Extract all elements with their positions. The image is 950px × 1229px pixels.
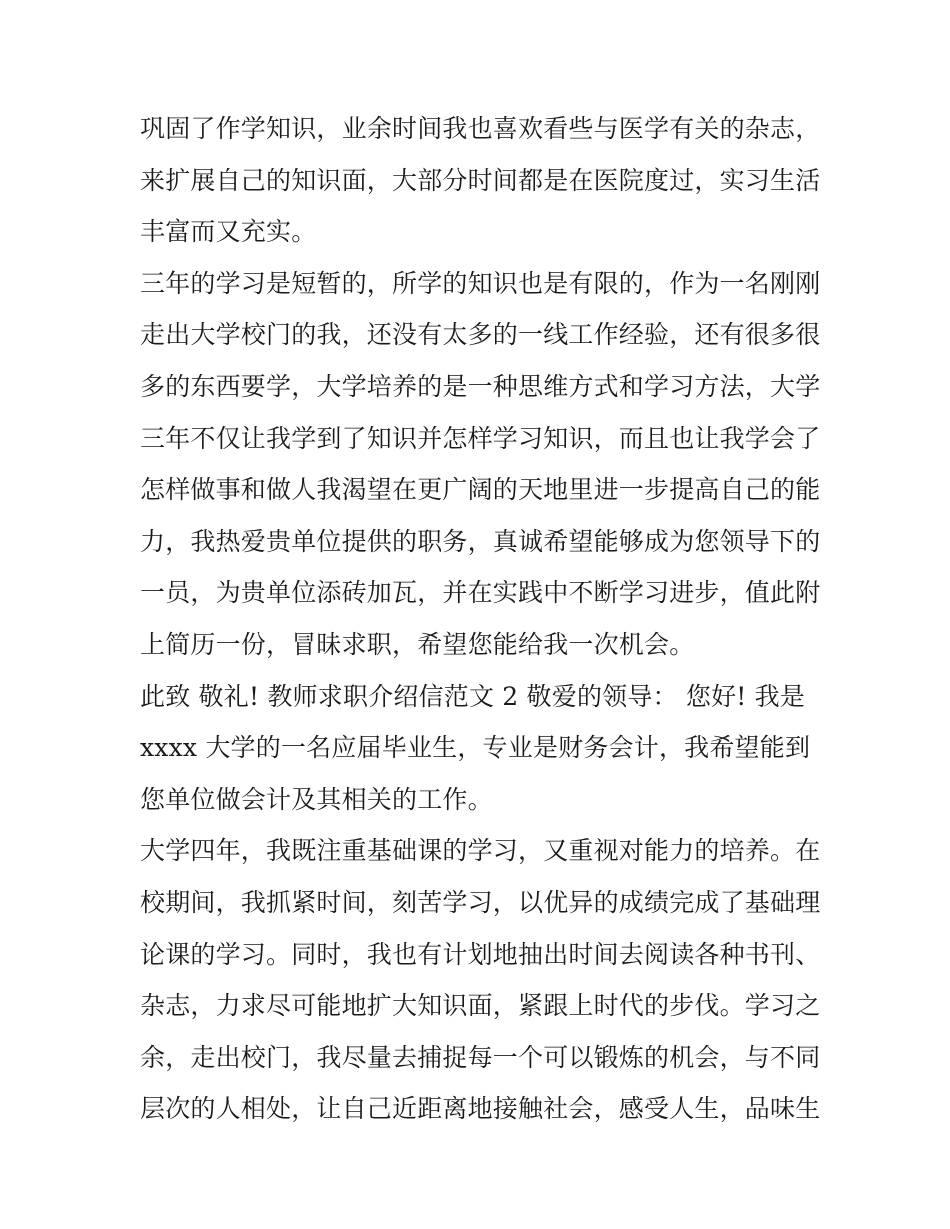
text-line: 您单位做会计及其相关的工作。 bbox=[140, 784, 493, 814]
text-line: 余，走出校门，我尽量去捕捉每一个可以锻炼的机会，与不同 bbox=[140, 1042, 821, 1072]
text-line: 校期间，我抓紧时间，刻苦学习，以优异的成绩完成了基础理 bbox=[140, 887, 821, 917]
text-line: 巩固了作学知识，业余时间我也喜欢看些与医学有关的杂志， bbox=[140, 114, 821, 143]
text-line: 三年不仅让我学到了知识并怎样学习知识，而且也让我学会了 bbox=[140, 423, 821, 453]
text-line: 一员，为贵单位添砖加瓦，并在实践中不断学习进步，值此附 bbox=[140, 578, 821, 608]
text-line: 丰富而又充实。 bbox=[140, 217, 317, 247]
text-line: 上简历一份，冒昧求职，希望您能给我一次机会。 bbox=[140, 629, 695, 659]
text-line: 层次的人相处，让自己近距离地接触社会，感受人生，品味生 bbox=[140, 1094, 821, 1124]
text-line: 三年的学习是短暂的，所学的知识也是有限的，作为一名刚刚 bbox=[140, 268, 821, 298]
text-line: 大学四年，我既注重基础课的学习，又重视对能力的培养。在 bbox=[140, 836, 821, 866]
text-line: 论课的学习。同时，我也有计划地抽出时间去阅读各种书刊、 bbox=[140, 939, 821, 969]
text-line: 来扩展自己的知识面，大部分时间都是在医院度过，实习生活 bbox=[140, 165, 821, 195]
text-line: 走出大学校门的我，还没有太多的一线工作经验，还有很多很 bbox=[140, 320, 821, 350]
text-line: 杂志，力求尽可能地扩大知识面，紧跟上时代的步伐。学习之 bbox=[140, 991, 821, 1021]
text-line: 力，我热爱贵单位提供的职务，真诚希望能够成为您领导下的 bbox=[140, 526, 821, 556]
text-line: 怎样做事和做人我渴望在更广阔的天地里进一步提高自己的能 bbox=[140, 475, 821, 505]
document-body bbox=[140, 103, 820, 1135]
text-line: 多的东西要学，大学培养的是一种思维方式和学习方法，大学 bbox=[140, 371, 821, 401]
text-line: xxxx 大学的一名应届毕业生，专业是财务会计，我希望能到 bbox=[140, 733, 811, 763]
text-line: 此致 敬礼! 教师求职介绍信范文 2 敬爱的领导： 您好! 我是 bbox=[140, 681, 806, 711]
